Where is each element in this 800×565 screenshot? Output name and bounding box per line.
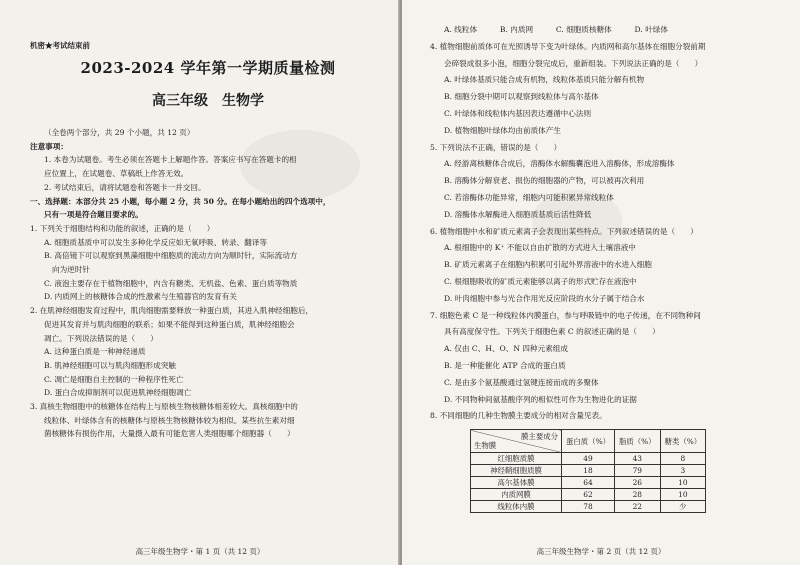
question-4: 4. 植物细胞前质体可在光照诱导下变为叶绿体。内质网和高尔基体在细胞分裂前期	[430, 41, 706, 51]
column-header-protein: 蛋白质（%）	[562, 430, 615, 453]
q6-option-c: C. 根细胞吸收的矿质元素能够以离子的形式贮存在液泡中	[444, 276, 637, 286]
column-header-lipid: 脂质（%）	[614, 430, 660, 453]
q7-option-c: C. 是由多个氨基酸通过氢键连接而成的多聚体	[444, 377, 599, 387]
paper-smudge	[240, 130, 360, 200]
table-cell: 43	[614, 453, 660, 465]
row-label: 红细胞质膜	[471, 453, 562, 465]
row-label: 神经鞘细胞质膜	[471, 465, 562, 477]
q1-option-b-cont: 向为逆时针	[52, 265, 90, 275]
q5-option-a: A. 经游离核糖体合成后，溶酶体水解酶囊泡进入溶酶体，形成溶酶体	[444, 159, 675, 169]
membrane-composition-table	[470, 429, 706, 513]
q1-option-a: A. 细胞质基质中可以发生多种化学反应如无氧呼吸、转录、翻译等	[44, 237, 267, 247]
page-1-footer: 高三年级生物学・第 1 页（共 12 页）	[135, 547, 265, 556]
corner-top-label: 膜主要成分	[521, 432, 558, 442]
q2-option-d: D. 蛋白合成抑制剂可以促进肌神经细胞凋亡	[44, 388, 192, 398]
q4-option-d: D. 植物细胞叶绿体均由前质体产生	[444, 125, 561, 135]
table-cell: 22	[614, 501, 660, 513]
q7-option-d: D. 不同物种间氨基酸序列的相似性可作为生物进化的证据	[444, 394, 637, 404]
q4-option-c: C. 叶绿体和线粒体内基因表达遵循中心法则	[444, 108, 592, 118]
section-1-heading-cont: 只有一项是符合题目要求的。	[44, 210, 143, 220]
page-2	[402, 0, 800, 565]
table-row	[471, 477, 706, 489]
notice-1-cont: 应位置上，在试题卷、草稿纸上作答无效。	[44, 169, 189, 179]
page-2-footer: 高三年级生物学・第 2 页（共 12 页）	[536, 547, 666, 556]
corner-bottom-label: 生物膜	[474, 441, 497, 451]
question-7: 7. 细胞色素 C 是一种线粒体内膜蛋白，参与呼吸链中的电子传递，在不同物种间	[430, 310, 701, 320]
q5-option-c: C. 若溶酶体功能异常，细胞内可能积累异常线粒体	[444, 192, 614, 202]
table-cell: 26	[614, 477, 660, 489]
exam-subtitle: 高三年级 生物学	[152, 93, 264, 109]
notice-1: 1. 本卷为试题卷。考生必须在答题卡上解题作答。答案应书写在答题卡的相	[44, 155, 297, 165]
q2-option-b: B. 肌神经细胞可以与肌肉细胞形成突触	[44, 360, 176, 370]
table-corner-cell	[471, 430, 562, 453]
row-label: 高尔基体膜	[471, 477, 562, 489]
paper-smudge	[532, 190, 622, 250]
table-cell: 79	[614, 465, 660, 477]
q2-option-a: A. 这种蛋白质是一种神经递质	[44, 347, 146, 357]
table-cell: 78	[562, 501, 615, 513]
q4-option-b: B. 细胞分裂中期可以观察到线粒体与高尔基体	[444, 92, 599, 102]
table-cell: 少	[660, 501, 706, 513]
exam-title: 2023-2024 学年第一学期质量检测	[80, 59, 336, 77]
question-2: 2. 在肌神经细胞发育过程中，肌肉细胞需要释放一种蛋白质，其进入肌神经细胞后，	[30, 306, 314, 316]
q6-option-d: D. 叶肉细胞中参与光合作用光反应阶段的水分子属于结合水	[444, 293, 645, 303]
question-2-cont2: 凋亡。下列说法错误的是（ ）	[44, 333, 158, 343]
section-1-heading: 一、选择题：本部分共 25 小题，每小题 2 分，共 50 分。在每小题给出的四个选项中，	[30, 196, 331, 206]
q3-options: A. 线粒体 B. 内质网 C. 细胞质核糖体 D. 叶绿体	[444, 25, 668, 34]
table-row	[471, 489, 706, 501]
question-4-cont: 会碎裂成很多小泡，细胞分裂完成后，重新组装。下列说法正确的是（ ）	[444, 58, 703, 68]
q5-option-b: B. 溶酶体分解衰老、损伤的细胞器的产物，可以被再次利用	[444, 176, 645, 186]
question-3: 3. 真核生物细胞中的核糖体在结构上与原核生物核糖体相差较大。真核细胞中的	[30, 402, 298, 412]
table-cell: 64	[562, 477, 615, 489]
table-cell: 10	[660, 477, 706, 489]
table-cell: 62	[562, 489, 615, 501]
q4-option-a: A. 叶绿体基质只能合成有机物，线粒体基质只能分解有机物	[444, 75, 645, 85]
table-cell: 28	[614, 489, 660, 501]
table-header-row	[471, 430, 706, 453]
table-row	[471, 453, 706, 465]
exam-intro: （全卷两个部分，共 29 个小题，共 12 页）	[44, 128, 195, 137]
table-cell: 10	[660, 489, 706, 501]
q2-option-c: C. 凋亡是细胞自主控制的一种程序性死亡	[44, 374, 184, 384]
confidential-label: 机密★考试结束前	[30, 41, 90, 50]
table-cell: 49	[562, 453, 615, 465]
question-3-cont2: 菌核糖体有损伤作用，大量摄入最有可能危害人类细胞哪个细胞器（ ）	[44, 429, 295, 439]
question-8: 8. 不同细胞的几种生物膜主要成分的相对含量见表。	[430, 411, 607, 421]
table-cell: 18	[562, 465, 615, 477]
q1-option-d: D. 内质网上的核糖体合成的性激素与生殖器官的发育有关	[44, 292, 237, 302]
notice-heading: 注意事项：	[30, 141, 68, 151]
row-label: 线粒体内膜	[471, 501, 562, 513]
q7-option-a: A. 仅由 C、H、O、N 四种元素组成	[444, 344, 568, 354]
q1-option-b: B. 高倍镜下可以观察到黑藻细胞中细胞质的流动方向为顺时针，实际流动方	[44, 251, 298, 261]
question-1: 1. 下列关于细胞结构和功能的叙述，正确的是（ ）	[30, 223, 215, 233]
question-6: 6. 植物细胞中水和矿质元素离子会表现出某些特点。下列叙述错误的是（ ）	[430, 226, 698, 236]
table-row	[471, 465, 706, 477]
q1-option-c: C. 液泡主要存在于植物细胞中，内含有糖类、无机盐、色素、蛋白质等物质	[44, 278, 298, 288]
q7-option-b: B. 是一种能催化 ATP 合成的蛋白质	[444, 360, 566, 370]
table-cell: 8	[660, 453, 706, 465]
table-cell: 3	[660, 465, 706, 477]
notice-2: 2. 考试结束后，请将试题卷和答题卡一并交回。	[44, 182, 206, 192]
question-3-cont: 线粒体、叶绿体含有的核糖体与原核生物核糖体较为相似。某些抗生素对细	[44, 415, 295, 425]
q6-option-a: A. 根细胞中的 K⁺ 不能以自由扩散的方式进入土壤溶液中	[444, 243, 636, 253]
column-header-carbohydrate: 糖类（%）	[660, 430, 706, 453]
row-label: 内质网膜	[471, 489, 562, 501]
q5-option-d: D. 溶酶体水解酶进入细胞质基质后活性降低	[444, 209, 592, 219]
question-2-cont: 促进其发育并与肌肉细胞的联系；如果不能得到这种蛋白质，肌神经细胞会	[44, 319, 295, 329]
table-row	[471, 501, 706, 513]
question-7-cont: 具有高度保守性。下列关于细胞色素 C 的叙述正确的是（ ）	[444, 327, 660, 337]
question-5: 5. 下列说法不正确，错误的是（ ）	[430, 142, 562, 152]
q6-option-b: B. 矿质元素离子在细胞内积累可引起外界溶液中的水进入细胞	[444, 260, 652, 270]
